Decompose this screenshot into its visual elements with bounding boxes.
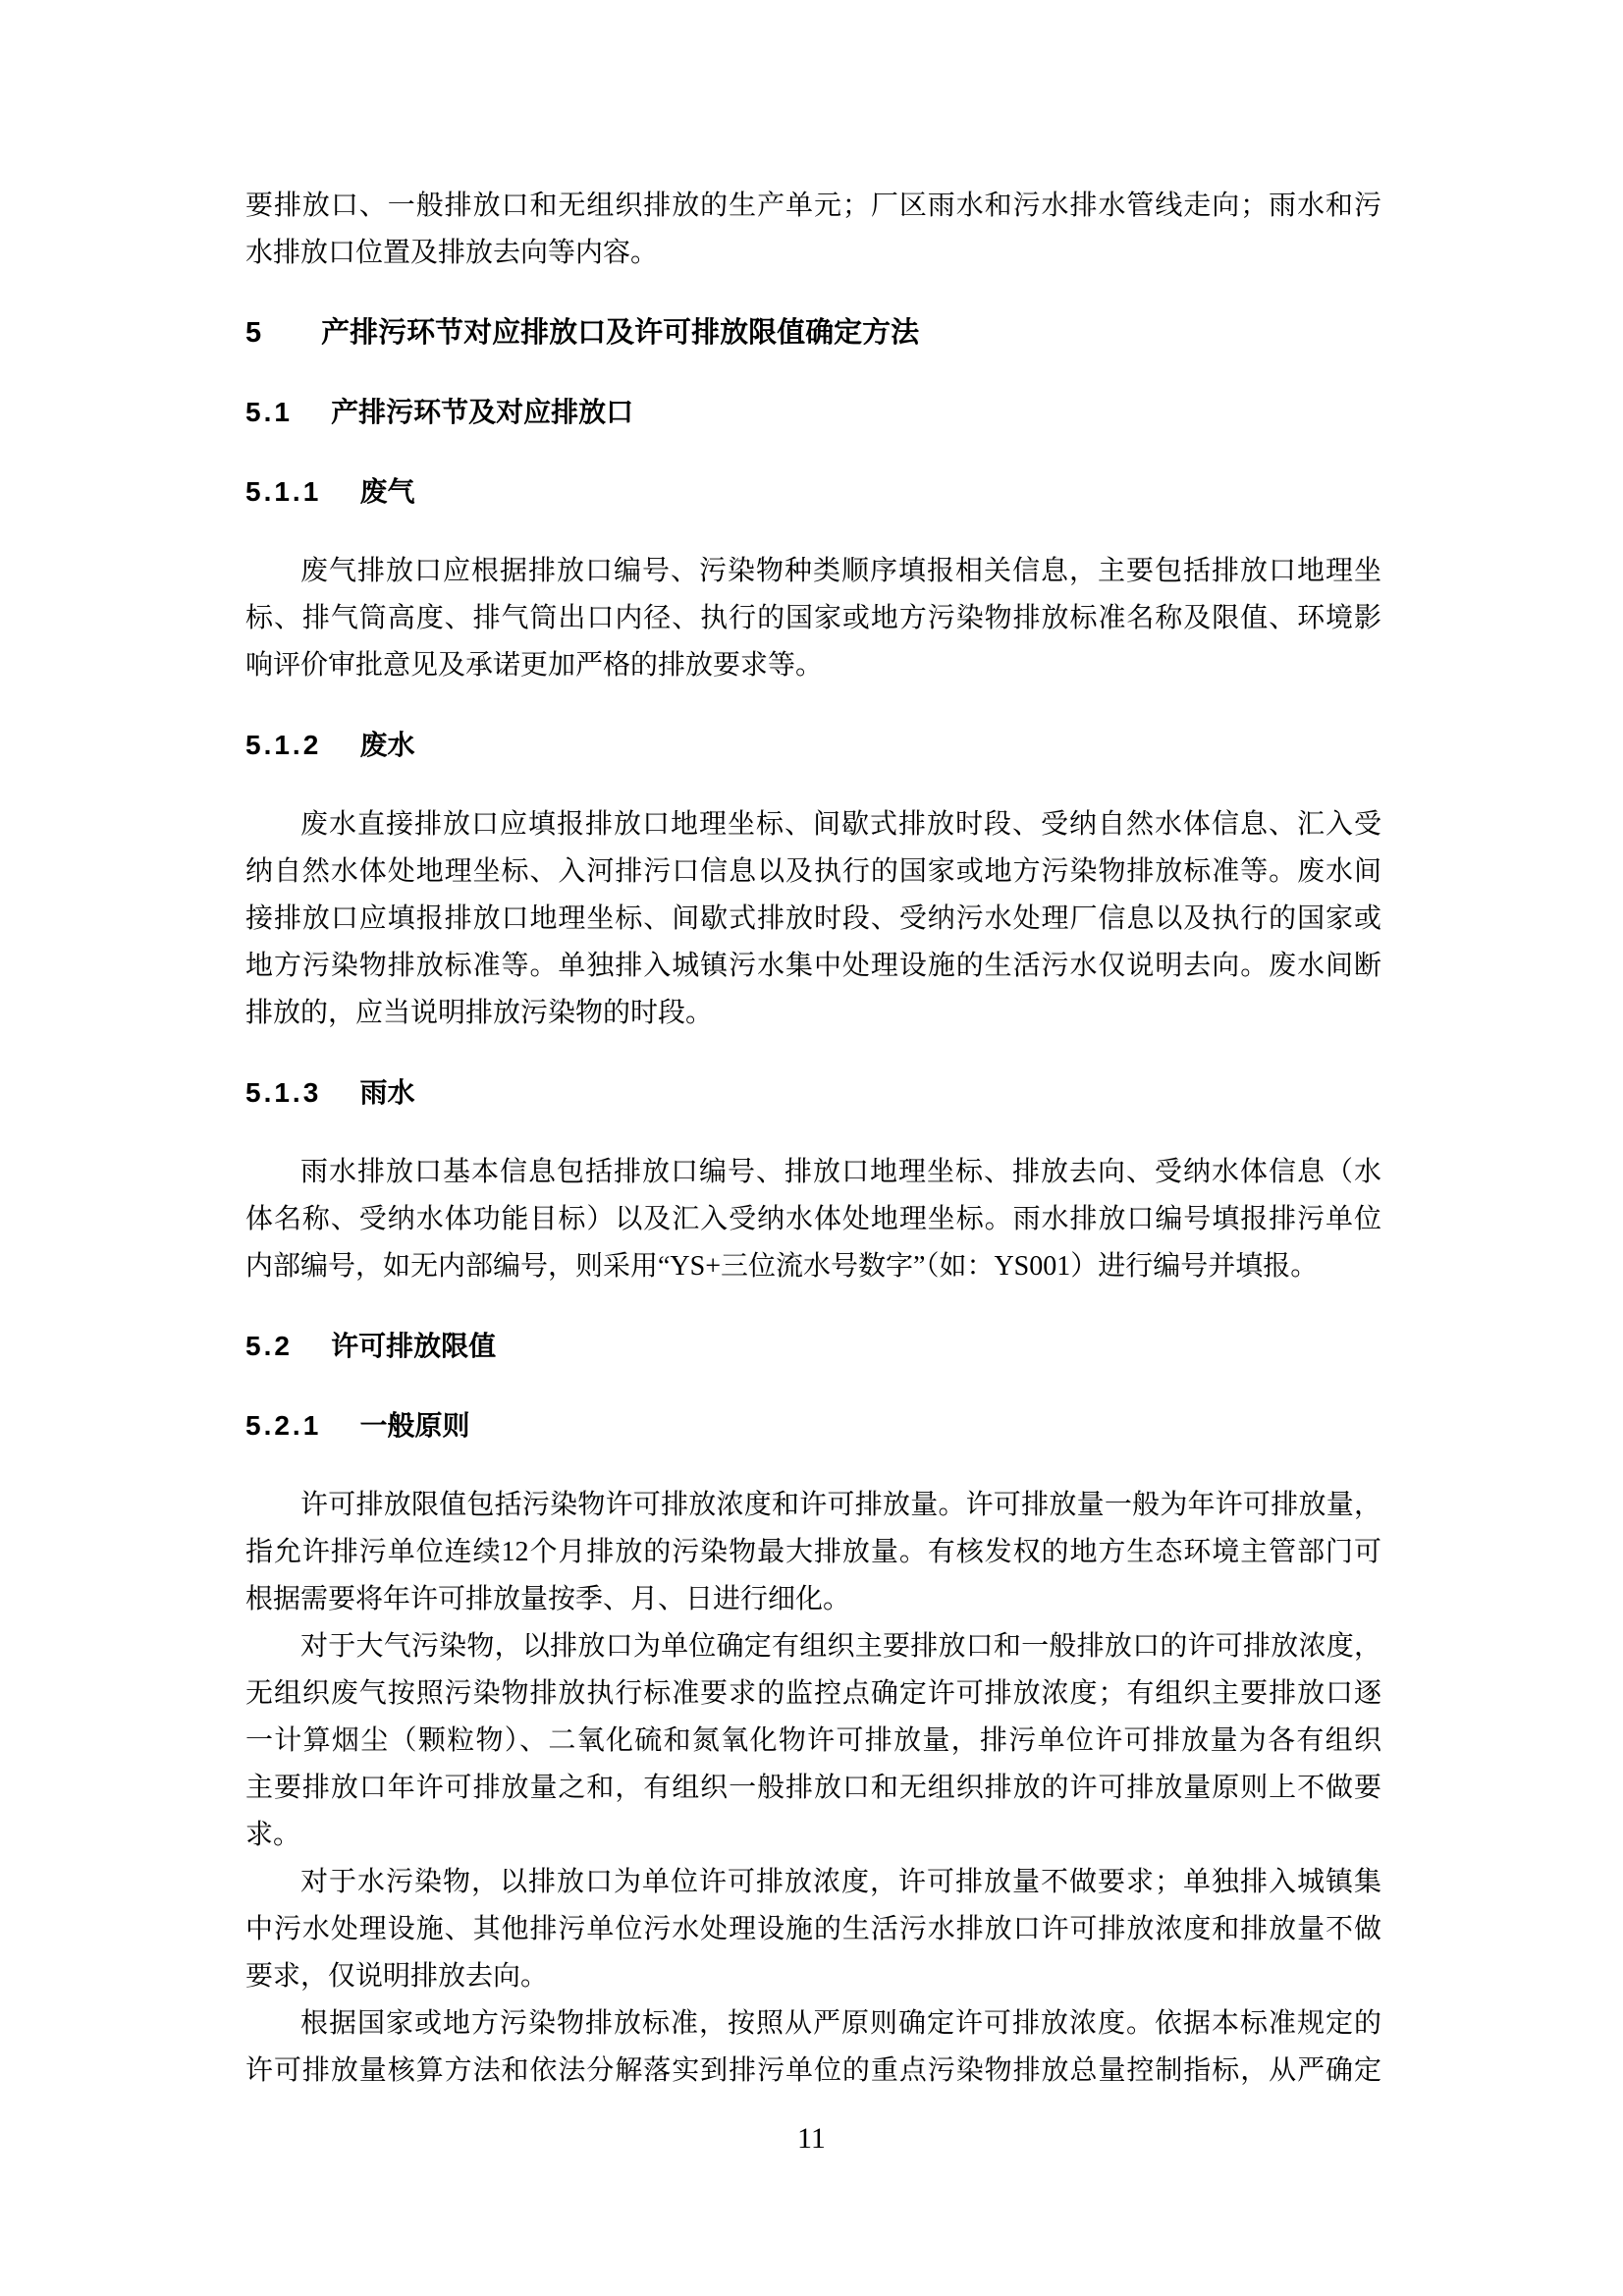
text-line: 许可排放量核算方法和依法分解落实到排污单位的重点污染物排放总量控制指标，从严确定 (245, 2055, 1381, 2086)
page-number: 11 (797, 2122, 826, 2155)
text-line: 废气排放口应根据排放口编号、污染物种类顺序填报相关信息，主要包括排放口地理坐 (300, 556, 1381, 586)
text-line: 标、排气筒高度、排气筒出口内径、执行的国家或地方污染物排放标准名称及限值、环境影 (245, 603, 1381, 633)
heading-title: 产排污环节及对应排放口 (331, 397, 634, 427)
heading-title: 雨水 (359, 1077, 415, 1108)
text-line: 废水直接排放口应填报排放口地理坐标、间歇式排放时段、受纳自然水体信息、汇入受 (300, 809, 1381, 840)
heading-title: 一般原则 (359, 1410, 470, 1441)
text-line: 根据国家或地方污染物排放标准，按照从严原则确定许可排放浓度。依据本标准规定的 (300, 2008, 1381, 2039)
heading-number: 5.1.3 (245, 1077, 322, 1108)
section-heading-5.2.1 (245, 1402, 1381, 1449)
heading-number: 5.1.1 (245, 476, 322, 507)
heading-title: 废水 (359, 730, 415, 760)
heading-number: 5.1 (245, 397, 293, 427)
text-line: 中污水处理设施、其他排污单位污水处理设施的生活污水排放口许可排放浓度和排放量不做 (245, 1914, 1381, 1944)
text-line: 许可排放限值包括污染物许可排放浓度和许可排放量。许可排放量一般为年许可排放量， (300, 1490, 1381, 1520)
section-heading-5.1.3 (245, 1069, 1381, 1117)
text-line: 主要排放口年许可排放量之和，有组织一般排放口和无组织排放的许可排放量原则上不做要 (245, 1773, 1381, 1803)
text-line: 无组织废气按照污染物排放执行标准要求的监控点确定许可排放浓度；有组织主要排放口逐 (245, 1678, 1381, 1709)
paragraph (245, 183, 1381, 277)
text-line: 雨水排放口基本信息包括排放口编号、排放口地理坐标、排放去向、受纳水体信息（水 (300, 1157, 1381, 1187)
section-heading-5.1.1 (245, 468, 1381, 516)
text-line: 内部编号，如无内部编号，则采用“YS+三位流水号数字”（如：YS001）进行编号并填报。 (245, 1251, 1319, 1282)
section-heading-5.2 (245, 1323, 1381, 1370)
heading-number: 5.2 (245, 1331, 293, 1361)
paragraph (245, 1482, 1381, 1623)
text-line: 响评价审批意见及承诺更加严格的排放要求等。 (245, 650, 824, 681)
section-heading-5.1.2 (245, 722, 1381, 769)
heading-number: 5 (245, 317, 265, 349)
text-line: 体名称、受纳水体功能目标）以及汇入受纳水体处地理坐标。雨水排放口编号填报排污单位 (245, 1204, 1381, 1234)
document-body (245, 183, 1381, 2095)
text-line: 对于大气污染物，以排放口为单位确定有组织主要排放口和一般排放口的许可排放浓度， (300, 1631, 1381, 1662)
text-line: 要求，仅说明排放去向。 (245, 1961, 549, 1992)
text-line: 接排放口应填报排放口地理坐标、间歇式排放时段、受纳污水处理厂信息以及执行的国家或 (245, 903, 1381, 934)
heading-title: 产排污环节对应排放口及许可排放限值确定方法 (321, 317, 920, 349)
text-line: 水排放口位置及排放去向等内容。 (245, 238, 659, 268)
text-line: 排放的，应当说明排放污染物的时段。 (245, 998, 714, 1028)
paragraph (245, 1859, 1381, 2000)
text-line: 对于水污染物，以排放口为单位许可排放浓度，许可排放量不做要求；单独排入城镇集 (300, 1867, 1381, 1897)
text-line: 一计算烟尘（颗粒物）、二氧化硫和氮氧化物许可排放量，排污单位许可排放量为各有组织 (245, 1725, 1381, 1756)
paragraph (245, 2000, 1381, 2095)
paragraph (245, 801, 1381, 1037)
heading-title: 废气 (359, 476, 415, 507)
heading-number: 5.1.2 (245, 730, 322, 760)
heading-number: 5.2.1 (245, 1410, 322, 1441)
text-line: 要排放口、一般排放口和无组织排放的生产单元；厂区雨水和污水排水管线走向；雨水和污 (245, 191, 1381, 221)
paragraph (245, 548, 1381, 689)
section-heading-5.1 (245, 389, 1381, 436)
text-line: 地方污染物排放标准等。单独排入城镇污水集中处理设施的生活污水仅说明去向。废水间断 (245, 951, 1381, 981)
heading-title: 许可排放限值 (331, 1331, 497, 1361)
text-line: 根据需要将年许可排放量按季、月、日进行细化。 (245, 1584, 851, 1614)
paragraph (245, 1623, 1381, 1859)
text-line: 指允许排污单位连续12个月排放的污染物最大排放量。有核发权的地方生态环境主管部门可 (245, 1537, 1381, 1567)
paragraph (245, 1149, 1381, 1290)
text-line: 纳自然水体处地理坐标、入河排污口信息以及执行的国家或地方污染物排放标准等。废水间 (245, 856, 1381, 887)
text-line: 求。 (245, 1820, 301, 1850)
section-heading-5 (245, 309, 1381, 356)
